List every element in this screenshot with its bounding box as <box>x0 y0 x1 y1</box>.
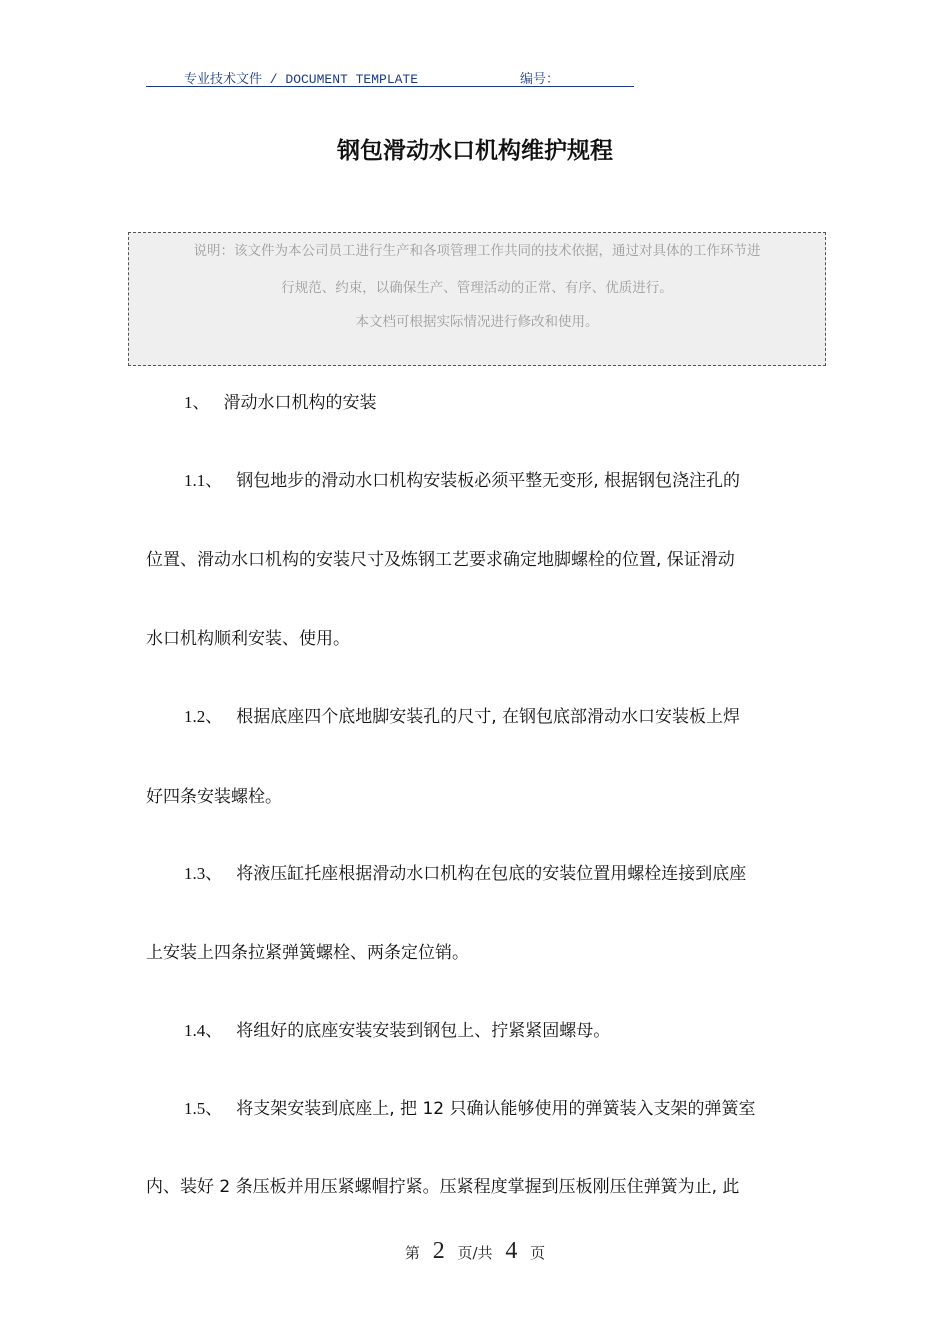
paragraph-line <box>184 1094 848 1119</box>
document-header <box>146 66 634 87</box>
paragraph-line <box>184 466 848 491</box>
paragraph-text: 根据底座四个底地脚安装孔的尺寸, 在钢包底部滑动水口安装板上焊 <box>236 707 741 727</box>
item-number: 1.1、 <box>184 471 223 490</box>
notice-box <box>128 232 826 366</box>
paragraph-line <box>184 859 848 884</box>
item-number: 1.4、 <box>184 1021 223 1040</box>
notice-line-1: 说明：该文件为本公司员工进行生产和各项管理工作共同的技术依据，通过对具体的工作环节进 <box>193 243 761 259</box>
paragraph-line: 上安装上四条拉紧弹簧螺栓、两条定位销。 <box>146 943 469 963</box>
paragraph-line: 好四条安装螺栓。 <box>146 787 282 807</box>
paragraph-line <box>184 1016 848 1041</box>
page-footer <box>0 1238 950 1265</box>
document-title: 钢包滑动水口机构维护规程 <box>337 138 613 164</box>
notice-line-3: 本文档可根据实际情况进行修改和使用。 <box>355 314 599 330</box>
notice-line-2: 行规范、约束，以确保生产、管理活动的正常、有序、优质进行。 <box>281 280 673 296</box>
section-heading-text: 滑动水口机构的安装 <box>223 393 377 413</box>
paragraph-line: 位置、滑动水口机构的安装尺寸及炼钢工艺要求确定地脚螺栓的位置, 保证滑动 <box>146 550 735 570</box>
footer-middle: 页/共 <box>457 1244 493 1262</box>
section-number: 1、 <box>184 393 210 412</box>
paragraph-text: 将液压缸托座根据滑动水口机构在包底的安装位置用螺栓连接到底座 <box>236 864 747 884</box>
footer-prefix: 第 <box>404 1244 420 1262</box>
paragraph-line: 水口机构顺利安装、使用。 <box>146 629 350 649</box>
header-number-label: 编号： <box>520 72 560 87</box>
item-number: 1.2、 <box>184 707 223 726</box>
paragraph-line: 内、装好 2 条压板并用压紧螺帽拧紧。压紧程度掌握到压板刚压住弹簧为止, 此 <box>146 1177 740 1197</box>
paragraph-text: 将组好的底座安装安装到钢包上、拧紧紧固螺母。 <box>236 1021 611 1041</box>
footer-suffix: 页 <box>530 1244 546 1262</box>
paragraph-text: 钢包地步的滑动水口机构安装板必须平整无变形, 根据钢包浇注孔的 <box>236 471 741 491</box>
paragraph-line <box>184 702 848 727</box>
current-page-number: 2 <box>432 1238 445 1264</box>
header-template-label: 专业技术文件 / DOCUMENT TEMPLATE <box>184 72 419 87</box>
total-page-number: 4 <box>505 1238 518 1264</box>
item-number: 1.5、 <box>184 1099 223 1118</box>
section-heading <box>184 388 848 413</box>
item-number: 1.3、 <box>184 864 223 883</box>
paragraph-text: 将支架安装到底座上, 把 12 只确认能够使用的弹簧装入支架的弹簧室 <box>236 1099 756 1119</box>
